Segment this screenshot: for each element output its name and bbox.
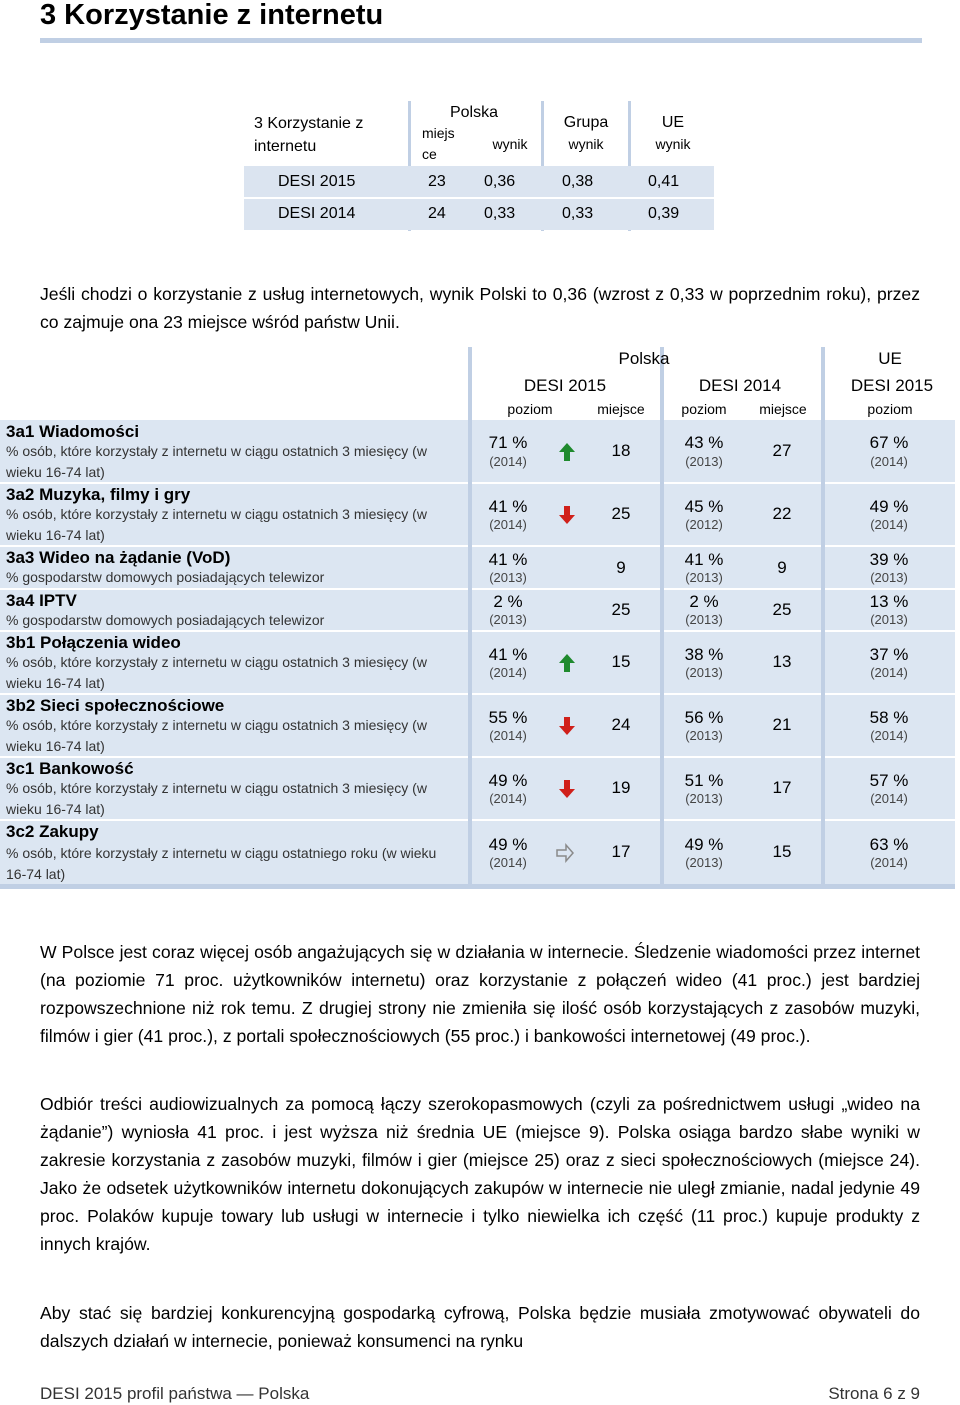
- footer-page-number: Strona 6 z 9: [828, 1384, 920, 1403]
- year-desi-2014: (2013): [685, 570, 723, 585]
- paragraph: Aby stać się bardziej konkurencyjną gospodarką cyfrową, Polska będzie musiała zmotywować obywateli do dalszych działań w internecie, ponieważ konsumenci na rynku: [40, 1303, 920, 1351]
- trend-up-icon: [558, 653, 574, 673]
- title-rule: [40, 38, 922, 43]
- trend-down-icon: [558, 716, 574, 736]
- rank-desi-2014: 17: [772, 778, 792, 797]
- value-desi-2015: 71 %: [488, 433, 528, 452]
- trend-up-icon: [558, 442, 574, 462]
- rank-desi-2014: 13: [772, 652, 792, 671]
- summary-row-wynik: 0,33: [484, 205, 516, 222]
- value-desi-2015: 2 %: [493, 592, 523, 611]
- summary-col-grupa: Grupa: [563, 114, 609, 131]
- paragraph: W Polsce jest coraz więcej osób angażujących się w działania w internecie. Śledzenie wiadomości przez internet (na poziomie 71 proc. użytkowników internetu) oraz korzystanie z połączeń wideo (41 proc.) jest bardziej rozpowszechnione niż rok temu. Z drugiej strony nie zmieniła się ilość osób korzystających z zasobów muzyki, filmów i gier (41 proc.), z portali społecznościowych (55 proc.) i bankowości internetowej (49 proc.).: [40, 942, 920, 1046]
- rank-desi-2015: 24: [611, 715, 631, 734]
- intro-paragraph: Jeśli chodzi o korzystanie z usług internetowych, wynik Polski to 0,36 (wzrost z 0,33 w poprzednim roku), przez co zajmuje ona 23 miejsce wśród państw Unii.: [40, 284, 920, 332]
- value-desi-2014: 45 %: [684, 497, 724, 516]
- summary-row-ue: 0,41: [648, 173, 680, 190]
- year-ue: (2014): [870, 728, 908, 743]
- indicator-title: 3a2 Muzyka, filmy i gry: [6, 485, 191, 504]
- column-divider: [821, 347, 825, 884]
- value-desi-2014: 56 %: [684, 708, 724, 727]
- header-miejsce: miejsce: [597, 401, 645, 417]
- year-ue: (2014): [870, 517, 908, 532]
- value-desi-2014: 51 %: [684, 771, 724, 790]
- summary-row-miejsce: 24: [428, 205, 446, 222]
- year-desi-2014: (2013): [685, 855, 723, 870]
- rank-desi-2014: 9: [777, 558, 787, 577]
- summary-row-divider: [244, 197, 714, 199]
- summary-row-grupa: 0,33: [562, 205, 594, 222]
- indicator-description: % osób, które korzystały z internetu w ciągu ostatnich 3 miesięcy (w wieku 16-74 lat): [6, 443, 427, 480]
- rank-desi-2014: 25: [772, 600, 792, 619]
- header-miejsce: miejsce: [759, 401, 807, 417]
- year-ue: (2013): [870, 612, 908, 627]
- value-ue: 49 %: [869, 497, 909, 516]
- indicator-description: % osób, które korzystały z internetu w ciągu ostatniego roku (w wieku 16-74 lat): [6, 845, 437, 882]
- value-desi-2014: 38 %: [684, 645, 724, 664]
- rank-desi-2015: 25: [611, 504, 631, 523]
- year-desi-2014: (2013): [685, 665, 723, 680]
- rank-desi-2014: 22: [772, 504, 792, 523]
- value-desi-2015: 41 %: [488, 550, 528, 569]
- indicator-title: 3c1 Bankowość: [6, 759, 134, 778]
- summary-row-ue: 0,39: [648, 205, 680, 222]
- value-desi-2015: 41 %: [488, 497, 528, 516]
- header-poziom: poziom: [867, 401, 913, 417]
- year-desi-2014: (2012): [685, 517, 723, 532]
- indicator-description: % osób, które korzystały z internetu w ciągu ostatnich 3 miesięcy (w wieku 16-74 lat): [6, 717, 427, 754]
- rank-desi-2014: 27: [772, 441, 792, 460]
- header-poziom: poziom: [507, 401, 553, 417]
- indicator-description: % gospodarstw domowych posiadających telewizor: [6, 612, 325, 628]
- value-ue: 57 %: [869, 771, 909, 790]
- value-desi-2014: 41 %: [684, 550, 724, 569]
- indicator-description: % gospodarstw domowych posiadających telewizor: [6, 569, 325, 585]
- footer-left: DESI 2015 profil państwa — Polska: [40, 1384, 310, 1403]
- value-ue: 37 %: [869, 645, 909, 664]
- year-desi-2015: (2014): [489, 855, 527, 870]
- summary-row-wynik: 0,36: [484, 173, 516, 190]
- summary-col-grupa-wynik: wynik: [568, 136, 604, 152]
- year-desi-2015: (2013): [489, 570, 527, 585]
- header-desi-2014: DESI 2014: [698, 376, 782, 395]
- value-desi-2015: 41 %: [488, 645, 528, 664]
- value-ue: 63 %: [869, 835, 909, 854]
- value-ue: 13 %: [869, 592, 909, 611]
- summary-col-ue-wynik: wynik: [655, 136, 691, 152]
- summary-col-wynik: wynik: [492, 136, 528, 152]
- indicator-description: % osób, które korzystały z internetu w ciągu ostatnich 3 miesięcy (w wieku 16-74 lat): [6, 780, 427, 817]
- year-ue: (2014): [870, 665, 908, 680]
- rank-desi-2015: 19: [611, 778, 631, 797]
- value-desi-2014: 49 %: [684, 835, 724, 854]
- indicator-title: 3a4 IPTV: [6, 591, 77, 610]
- summary-row-label: DESI 2014: [278, 205, 356, 222]
- value-ue: 67 %: [869, 433, 909, 452]
- indicator-title: 3c2 Zakupy: [6, 822, 99, 841]
- year-ue: (2014): [870, 791, 908, 806]
- year-desi-2014: (2013): [685, 454, 723, 469]
- page-title: 3 Korzystanie z internetu: [40, 0, 384, 31]
- year-desi-2015: (2013): [489, 612, 527, 627]
- summary-table: [244, 101, 714, 231]
- year-desi-2015: (2014): [489, 728, 527, 743]
- paragraph: Odbiór treści audiowizualnych za pomocą łączy szerokopasmowych (czyli za pośrednictwem usługi „wideo na żądanie”) wyniosła 41 proc. i jest wyższa niż średnia UE (miejsce 9). Polska osiąga bardzo słabe wyniki w zakresie korzystania z zasobów muzyki, filmów i gier (miejsce 25) oraz z sieci społecznościowych (miejsce 24). Jako że odsetek użytkowników internetu dokonujących zakupów w internecie nie uległ zmianie, nadal jedynie 49 proc. Polaków kupuje towary lub usługi w internecie i tylko niewielka ich część (11 proc.) kupuje produkty z innych krajów.: [40, 1094, 920, 1254]
- summary-row-miejsce: 23: [428, 173, 446, 190]
- summary-row-label: DESI 2015: [278, 173, 356, 190]
- value-desi-2014: 43 %: [684, 433, 724, 452]
- year-desi-2015: (2014): [489, 791, 527, 806]
- year-desi-2014: (2013): [685, 612, 723, 627]
- year-desi-2015: (2014): [489, 665, 527, 680]
- year-ue: (2014): [870, 454, 908, 469]
- header-poziom: poziom: [681, 401, 727, 417]
- indicator-description: % osób, które korzystały z internetu w ciągu ostatnich 3 miesięcy (w wieku 16-74 lat): [6, 506, 427, 543]
- summary-row-grupa: 0,38: [562, 173, 594, 190]
- summary-col-ue: UE: [661, 114, 685, 131]
- indicator-title: 3b2 Sieci społecznościowe: [6, 696, 225, 715]
- year-desi-2015: (2014): [489, 517, 527, 532]
- indicator-title: 3a1 Wiadomości: [6, 422, 140, 441]
- rank-desi-2014: 15: [772, 842, 792, 861]
- value-desi-2015: 49 %: [488, 835, 528, 854]
- year-desi-2014: (2013): [685, 728, 723, 743]
- summary-heading: 3 Korzystanie z internetu: [254, 115, 364, 155]
- year-desi-2015: (2014): [489, 454, 527, 469]
- trend-down-icon: [558, 505, 574, 525]
- rank-desi-2015: 25: [611, 600, 631, 619]
- trend-flat-icon: [556, 843, 572, 863]
- rank-desi-2015: 17: [611, 842, 631, 861]
- row-divider: [0, 588, 955, 590]
- rank-desi-2015: 15: [611, 652, 631, 671]
- indicator-title: 3b1 Połączenia wideo: [6, 633, 181, 652]
- header-ue-desi-2015: DESI 2015: [850, 376, 934, 395]
- rank-desi-2015: 9: [616, 558, 626, 577]
- year-desi-2014: (2013): [685, 791, 723, 806]
- indicator-description: % osób, które korzystały z internetu w ciągu ostatnich 3 miesięcy (w wieku 16-74 lat): [6, 654, 427, 691]
- header-ue: UE: [878, 349, 902, 368]
- trend-down-icon: [558, 779, 574, 799]
- rank-desi-2015: 18: [611, 441, 631, 460]
- summary-col-miejsce: miejsce: [422, 125, 455, 162]
- summary-col-polska: Polska: [449, 104, 499, 121]
- value-ue: 58 %: [869, 708, 909, 727]
- rank-desi-2014: 21: [772, 715, 792, 734]
- value-desi-2015: 49 %: [488, 771, 528, 790]
- value-desi-2015: 55 %: [488, 708, 528, 727]
- value-ue: 39 %: [869, 550, 909, 569]
- year-ue: (2014): [870, 855, 908, 870]
- header-desi-2015: DESI 2015: [523, 376, 607, 395]
- header-polska: Polska: [618, 349, 670, 368]
- value-desi-2014: 2 %: [689, 592, 719, 611]
- year-ue: (2013): [870, 570, 908, 585]
- indicator-title: 3a3 Wideo na żądanie (VoD): [6, 548, 231, 567]
